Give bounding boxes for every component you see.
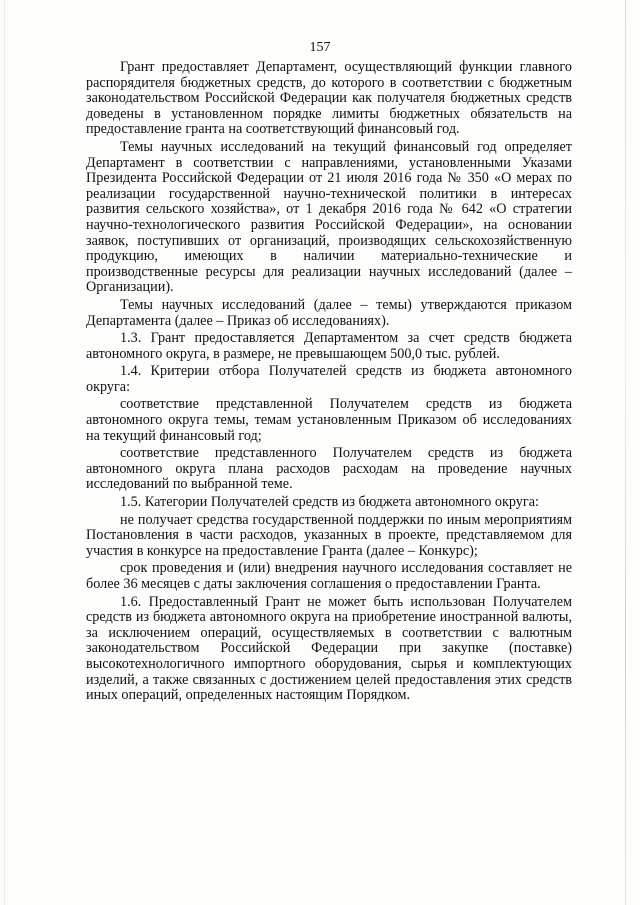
paragraph-1-5: 1.5. Категории Получателей средств из бюджета автономного округа: — [120, 494, 539, 511]
paragraph-criterion-1: соответствие представленной Получателем средств из бюджета автономного округа темы, темам установленным Приказом об исследованиях на текущий финансовый год; — [86, 396, 572, 444]
scan-edge-right — [625, 0, 626, 905]
paragraph-1-6: 1.6. Предоставленный Грант не может быть использован Получателем средств из бюджета автономного округа на приобретение иностранной валюты, за исключением операций, осуществляемых в соответствии с валютным законодательством Российской Федерации при закупке (поставке) высокотехнологичного импортного оборудования, сырья и комплектующих изделий, а также связанных с достижением целей предоставления этих средств иных операций, определенных настоящим Порядком. — [86, 593, 572, 704]
page-number: 157 — [309, 40, 331, 55]
document-body — [86, 60, 572, 706]
paragraph-category-2: срок проведения и (или) внедрения научного исследования составляет не более 36 месяцев с даты заключения соглашения о предоставлении Гранта. — [86, 560, 572, 592]
paragraph-grant-provider: Грант предоставляет Департамент, осуществляющий функции главного распорядителя бюджетных средств, до которого в соответствии с бюджетным законодательством Российской Федерации как получателя бюджетных средств доведены в установленном порядке лимиты бюджетных обязательств на предоставление гранта на соответствующий финансовый год. — [86, 59, 572, 138]
paragraph-category-1: не получает средства государственной поддержки по иным мероприятиям Постановления в части расходов, указанных в проекте, представляемом для участия в конкурсе на предоставление Гранта (далее – Конкурс); — [86, 511, 572, 559]
paragraph-1-3: 1.3. Грант предоставляется Департаментом за счет средств бюджета автономного округа, в размере, не превышающем 500,0 тыс. рублей. — [86, 330, 572, 362]
scan-edge-left — [4, 0, 5, 905]
paragraph-topics-approval: Темы научных исследований (далее – темы) утверждаются приказом Департамента (далее – Приказ об исследованиях). — [86, 296, 572, 329]
paragraph-1-4: 1.4. Критерии отбора Получателей средств из бюджета автономного округа: — [86, 363, 572, 395]
paragraph-research-topics: Темы научных исследований на текущий финансовый год определяет Департамент в соответствии с направлениями, установленными Указами Президента Российской Федерации от 21 июля 2016 года № 350 «О мерах по реализации государственной научно-технической политики в интересах развития сельского хозяйства», от 1 декабря 2016 года № 642 «О стратегии научно-технологического развития Российской Федерации», на основании заявок, поступивших от организаций, производящих сельскохозяйственную продукцию, имеющих в наличии материально-технические и производственные ресурсы для реализации научных исследований (далее – Организации). — [86, 138, 572, 296]
paragraph-criterion-2: соответствие представленного Получателем средств из бюджета автономного округа плана расходов расходам на проведение научных исследований по выбранной теме. — [86, 445, 572, 493]
